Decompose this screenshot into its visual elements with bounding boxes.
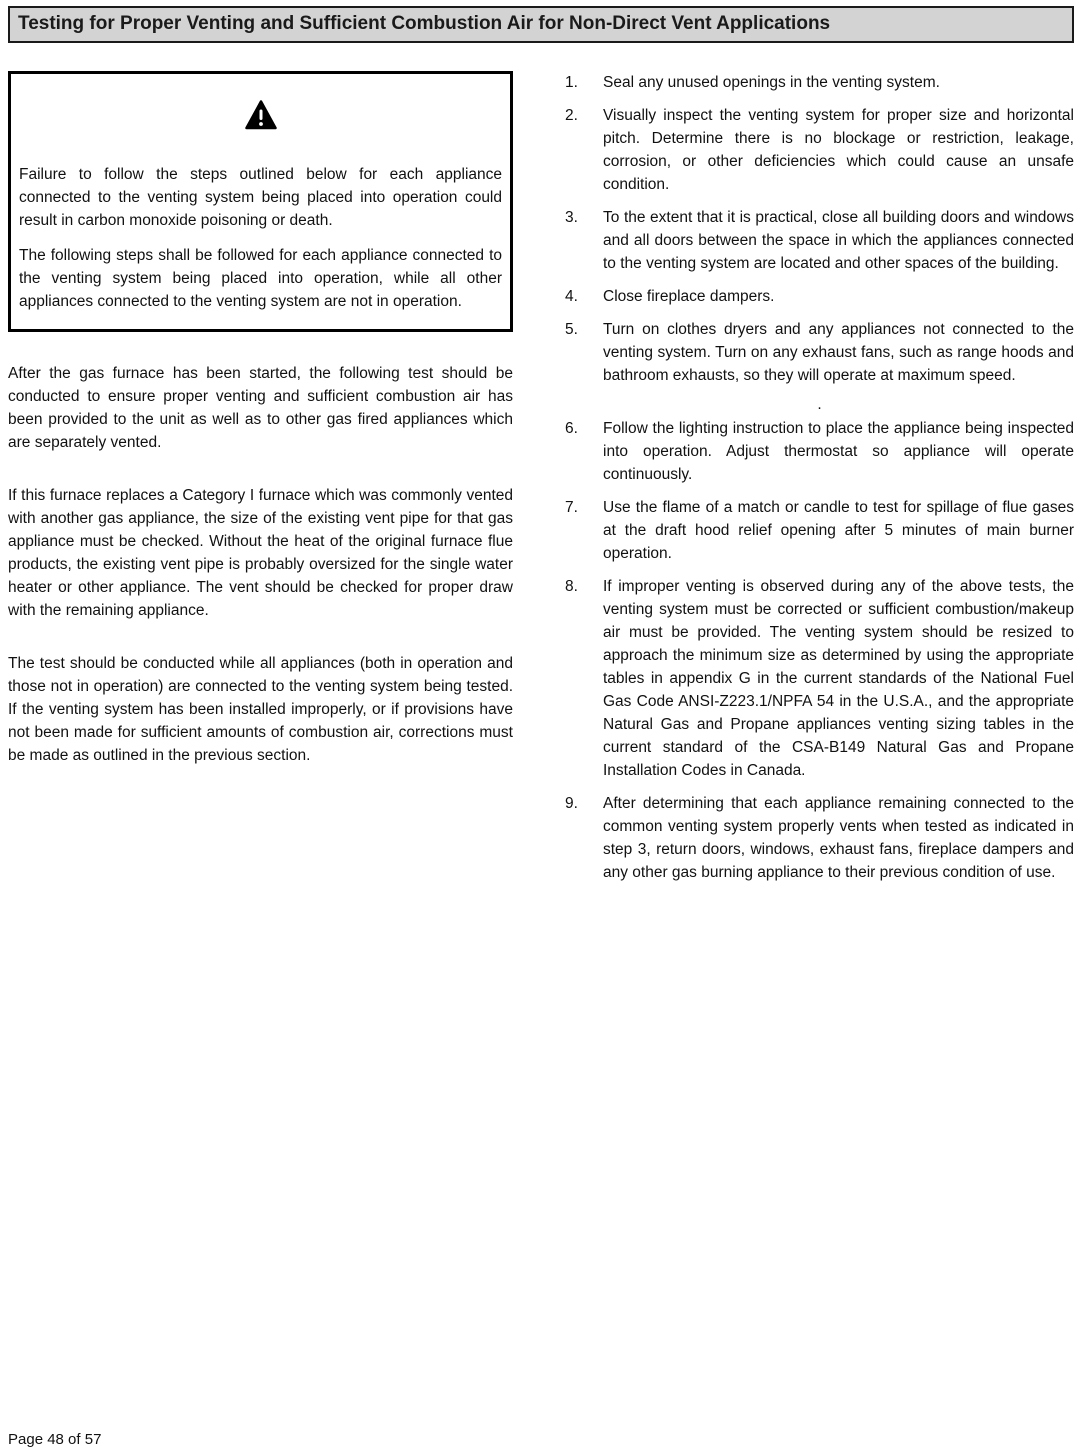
page-title: Testing for Proper Venting and Sufficient Combustion Air for Non-Direct Vent Applications — [8, 6, 1074, 43]
list-item-number: 9. — [565, 795, 578, 812]
list-item — [565, 417, 1074, 486]
list-item-text: Follow the lighting instruction to place the appliance being inspected into operation. Adjust thermostat so appliance will operate continuously. — [603, 420, 1074, 483]
list-item-number: 7. — [565, 499, 578, 516]
list-item — [565, 575, 1074, 782]
list-item — [565, 206, 1074, 275]
list-item — [565, 318, 1074, 387]
left-column — [8, 71, 513, 894]
list-item — [565, 285, 1074, 308]
body-paragraph: After the gas furnace has been started, the following test should be conducted to ensure proper venting and sufficient combustion air has been provided to the unit as well as to other gas fired appliances which are separately vented. — [8, 365, 513, 451]
list-item — [565, 104, 1074, 196]
list-item — [565, 792, 1074, 884]
list-item-number: 6. — [565, 420, 578, 437]
list-item-text: Visually inspect the venting system for proper size and horizontal pitch. Determine there is no blockage or restriction, leakage, corrosion, or other deficiencies which could cause an unsafe condition. — [603, 107, 1074, 193]
list-item-text: If improper venting is observed during any of the above tests, the venting system must be corrected or sufficient combustion/makeup air must be provided. The venting system should be resized to approach the minimum size as determined by using the appropriate tables in appendix G in the current standards of the National Fuel Gas Code ANSI-Z223.1/NPFA 54 in the U.S.A., and the appropriate Natural Gas and Propane appliances venting sizing tables in the current standard of the CSA-B149 Natural Gas and Propane Installation Codes in Canada. — [603, 578, 1074, 779]
body-paragraph: The test should be conducted while all appliances (both in operation and those not in operation) are connected to the venting system being tested. If the venting system has been installed improperly, or if provisions have not been made for sufficient amounts of combustion air, corrections must be made as outlined in the previous section. — [8, 655, 513, 764]
list-item-number: 4. — [565, 288, 578, 305]
list-item-number: 5. — [565, 321, 578, 338]
list-item-text: After determining that each appliance remaining connected to the common venting system properly vents when tested as indicated in step 3, return doors, windows, exhaust fans, fireplace dampers and any other gas burning appliance to their previous condition of use. — [603, 795, 1074, 881]
list-item-number: 8. — [565, 578, 578, 595]
right-column — [565, 71, 1074, 894]
list-item-text: Seal any unused openings in the venting system. — [603, 74, 940, 91]
warning-paragraph: The following steps shall be followed for each appliance connected to the venting system being placed into operation, while all other appliances connected to the venting system are not in operation. — [19, 247, 502, 310]
list-item-text: To the extent that it is practical, close all building doors and windows and all doors between the space in which the appliances connected to the venting system are located and other spaces of the building. — [603, 209, 1074, 272]
content-columns — [8, 71, 1074, 894]
page-footer: Page 48 of 57 — [8, 1431, 102, 1448]
list-item-text: Close fireplace dampers. — [603, 288, 775, 305]
list-item — [565, 496, 1074, 565]
warning-icon-wrap — [19, 100, 502, 135]
warning-box — [8, 71, 513, 332]
list-item-text: Turn on clothes dryers and any appliances not connected to the venting system. Turn on any exhaust fans, such as range hoods and bathroom exhausts, so they will operate at maximum speed. — [603, 321, 1074, 384]
stray-period-mark: . — [817, 396, 822, 413]
list-item-number: 3. — [565, 209, 578, 226]
list-item — [565, 71, 1074, 94]
body-paragraph: If this furnace replaces a Category I furnace which was commonly vented with another gas appliance, the size of the existing vent pipe for that gas appliance must be checked. Without the heat of the original furnace flue products, the existing vent pipe is probably oversized for the single water heater or other appliance. The vent should be checked for proper draw with the remaining appliance. — [8, 487, 513, 619]
list-item-number: 2. — [565, 107, 578, 124]
warning-triangle-icon — [245, 100, 277, 130]
list-item-text: Use the flame of a match or candle to test for spillage of flue gases at the draft hood relief opening after 5 minutes of main burner operation. — [603, 499, 1074, 562]
warning-paragraph: Failure to follow the steps outlined below for each appliance connected to the venting system being placed into operation could result in carbon monoxide poisoning or death. — [19, 166, 502, 229]
list-item-number: 1. — [565, 74, 578, 91]
